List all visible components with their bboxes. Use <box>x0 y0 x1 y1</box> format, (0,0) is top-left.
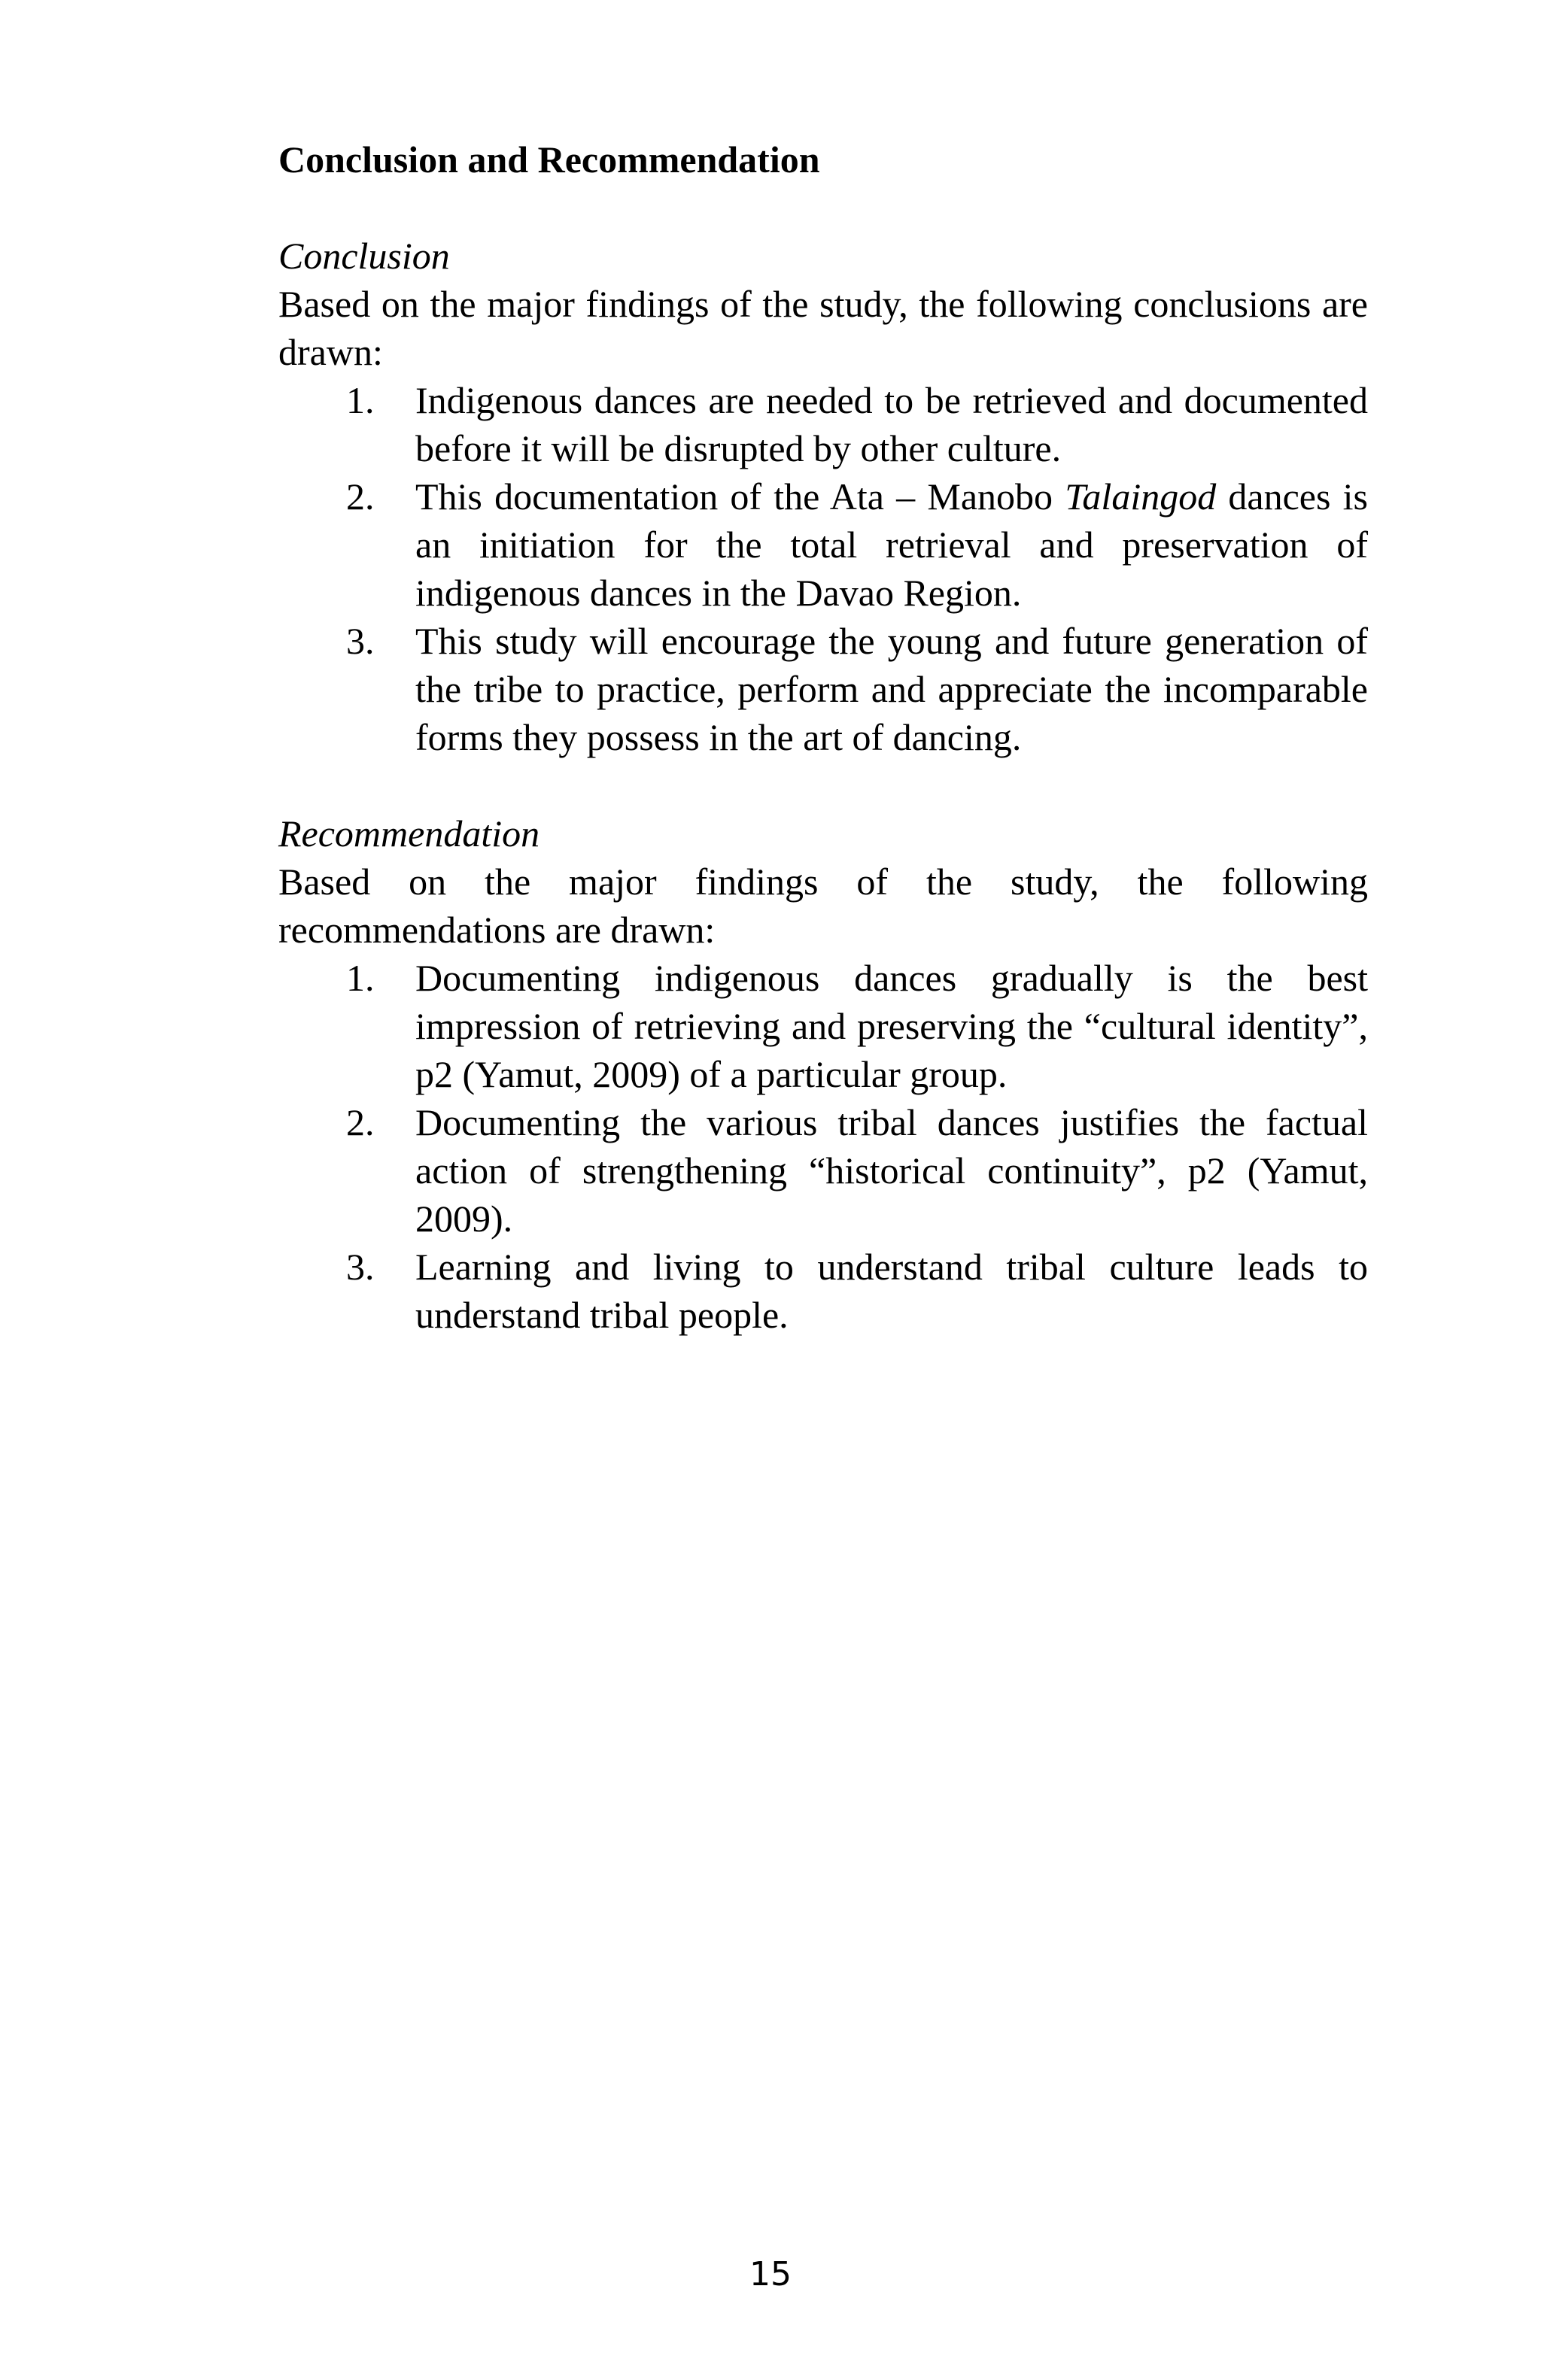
conclusion-item-3 <box>278 617 1368 761</box>
list-item-text: Documenting indigenous dances gradually is the best impression of retrieving and preserving the “cultural identity”, p2 (Yamut, 2009) of a particular group. <box>415 957 1368 1095</box>
list-item-text: This study will encourage the young and future generation of the tribe to practice, perform and appreciate the incomparable forms they possess in the art of dancing. <box>415 620 1368 758</box>
conclusion-intro: Based on the major findings of the study, the following conclusions are drawn: <box>278 283 1368 373</box>
document-page <box>278 135 1368 1339</box>
list-number: 3. <box>346 1246 375 1288</box>
list-number: 1. <box>346 379 375 421</box>
conclusion-item-1 <box>278 376 1368 472</box>
recommendation-title: Recommendation <box>278 812 540 855</box>
list-item-text: Learning and living to understand tribal culture leads to understand tribal people. <box>415 1246 1368 1336</box>
list-item-italic-term: Talaingod <box>1065 475 1217 518</box>
list-number: 3. <box>346 620 375 662</box>
recommendation-section <box>278 809 1368 1339</box>
conclusion-item-2 <box>278 472 1368 617</box>
list-item-text-start: This documentation of the Ata – Manobo <box>415 475 1065 518</box>
conclusion-title: Conclusion <box>278 235 450 277</box>
list-item-text-end: dances is an initiation for the total retrieval and preservation of indigenous dances in the Davao Region. <box>415 475 1368 614</box>
list-number: 2. <box>346 1101 375 1143</box>
recommendation-item-1 <box>278 954 1368 1098</box>
recommendation-item-2 <box>278 1098 1368 1243</box>
list-item-text: Indigenous dances are needed to be retrieved and documented before it will be disrupted by other culture. <box>415 379 1368 469</box>
conclusion-list <box>278 376 1368 761</box>
recommendation-list <box>278 954 1368 1339</box>
recommendation-item-3 <box>278 1243 1368 1339</box>
section-spacer <box>278 761 1368 809</box>
list-number: 1. <box>346 957 375 999</box>
page-heading: Conclusion and Recommendation <box>278 138 820 181</box>
list-item-text: Documenting the various tribal dances justifies the factual action of strengthening “historical continuity”, p2 (Yamut, 2009). <box>415 1101 1368 1240</box>
page-number: 15 <box>749 2255 792 2293</box>
list-number: 2. <box>346 475 375 518</box>
recommendation-intro: Based on the major findings of the study, the following recommendations are drawn: <box>278 861 1368 951</box>
conclusion-section <box>278 232 1368 761</box>
